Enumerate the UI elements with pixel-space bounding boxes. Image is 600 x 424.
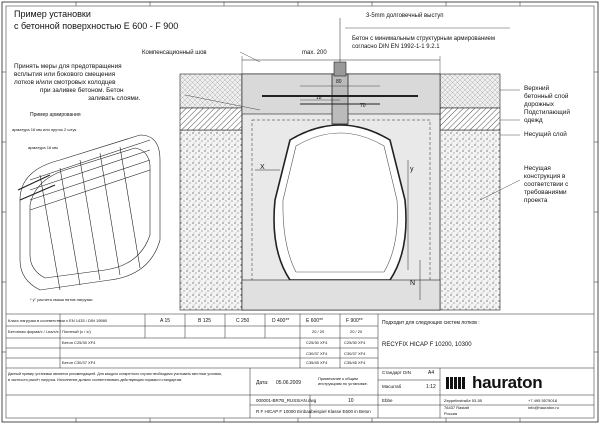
concrete-note-1: Бетон с минимальным структурным армированием — [352, 36, 496, 42]
dim-80: 80 — [336, 79, 342, 85]
date-label: Дата: — [256, 380, 269, 386]
footer-text: R F HICAP F 10000 Einbaubeispiel Klasse E600 in Beton — [256, 409, 371, 414]
company-country: Россия — [444, 411, 458, 416]
class-e600: E 600** — [306, 318, 323, 324]
base-layer-1: Подстилающий — [524, 109, 570, 116]
row1-head: Класс нагрузки в соответствии с EN 1433 / DIN 19580 — [8, 318, 108, 323]
pavement-left — [180, 74, 242, 108]
scale-label: Масштаб — [382, 384, 402, 389]
footnote-2: в частности расчёт нагрузок. Исполнение должно соответствовать действующим нормам и стандартам. — [8, 378, 183, 382]
structure-5: проекта — [524, 197, 548, 204]
title-line-2: с бетонной поверхностью E 600 - F 900 — [14, 21, 179, 31]
dim-n: N — [410, 280, 416, 287]
class-b125: B 125 — [198, 318, 212, 324]
logo-text: hauraton — [472, 373, 543, 392]
measures-line-1: Принять меры для предотвращения — [14, 63, 122, 70]
measures-line-5: заливать слоями. — [88, 95, 141, 102]
reinforcement-example — [18, 135, 160, 290]
class-c250: C 250 — [236, 318, 250, 324]
measures-line-2: всплытия или бокового смещения — [14, 71, 116, 78]
note-label: Примечание к общим инструкциям по установке. — [318, 376, 368, 386]
measures-line-3: лотков и/или смотровых колодцев — [14, 79, 116, 86]
row5-f900: C35/45 XF4 — [344, 360, 366, 365]
dim-70: 70 — [360, 103, 366, 109]
scale-val: 1:12 — [426, 384, 436, 390]
title-line-1: Пример установки — [14, 9, 91, 19]
reinf-callout-1: арматура 16 мм или пруток 2 штук — [12, 127, 77, 132]
max-200-label: max. 200 — [302, 50, 327, 56]
sheet-no: 10 — [348, 398, 354, 404]
row4-f900: C30/37 XF4 — [344, 351, 366, 356]
standard-label: Стандарт DIN — [382, 370, 411, 375]
dim-y: y — [410, 166, 414, 173]
row2-f900: 20 / 20 — [350, 329, 363, 334]
cross-section — [180, 18, 520, 310]
footnote-1: Данный пример установки является рекомендацией. Для каждого конкретного случая необходимо учитывать местные условия, — [8, 372, 222, 376]
concrete-note-2: согласно DIN EN 1992-1-1 9.2.1 — [352, 44, 440, 50]
company-phone: +7 495 5575018 — [528, 398, 558, 403]
reinf-example-label: Пример армирования — [30, 112, 81, 118]
top-layer-2: бетонный слой — [524, 93, 569, 100]
reinf-footnote: * у" расчета смаза пятов нагрузки — [30, 297, 93, 302]
row5-head: Бетон C30/37 XF4 — [62, 360, 96, 365]
class-a15: A 15 — [160, 318, 171, 324]
row4-e600: C30/37 XF4 — [306, 351, 328, 356]
company-address-2: 76437 Rastatt — [444, 405, 469, 410]
suitable-head: Подходит для следующих систем лотков : — [382, 320, 480, 326]
recess-label: 3-5mm долговечный выступ — [366, 13, 444, 19]
structure-3: соответствии с — [524, 181, 569, 188]
drawing-no: 000001-BR7B_RUSSIAN.dwg — [256, 398, 317, 403]
class-d400: D 400** — [272, 318, 290, 324]
hauraton-mark-icon — [446, 374, 468, 392]
structure-4: требованиями — [524, 189, 567, 196]
pavement-right — [440, 74, 500, 108]
row2-head: Бетонная форма/x / l-на/x/x / Плитный (x / x/) — [8, 329, 91, 334]
measures-line-4: при заливке бетоном. Бетон — [40, 87, 124, 94]
row3-f900: C25/30 XF4 — [344, 340, 366, 345]
comp-joint-label: Компенсационный шов — [142, 50, 207, 56]
row2-e600: 20 / 20 — [312, 329, 325, 334]
hauraton-logo — [446, 372, 590, 394]
date-val: 05.06.2009 — [276, 380, 302, 386]
structure-2: конструкция в — [524, 173, 566, 180]
base-layer-2: одежд — [524, 117, 543, 124]
class-f900: F 900** — [346, 318, 363, 324]
row5-e600: C35/45 XF4 — [306, 360, 328, 365]
bearing-layer: Несущий слой — [524, 131, 567, 138]
dim-18: 18 — [316, 95, 322, 101]
top-layer-1: Верхний — [524, 85, 550, 92]
suitable-val: RECYFIX HICAP F 10200, 10300 — [382, 342, 472, 348]
row3-e600: C25/30 XF4 — [306, 340, 328, 345]
page-label: Ebbe — [382, 398, 393, 403]
company-address-1: Zeppelinstraße 53-55 — [444, 398, 483, 403]
top-layer-3: дорожных — [524, 101, 554, 108]
structure-1: Несущая — [524, 165, 551, 172]
row3-head: Бетон C25/30 XF4 — [62, 340, 96, 345]
dim-x: X — [260, 164, 265, 171]
company-email: info@hauraton.ru — [528, 405, 559, 410]
standard-val: A4 — [428, 370, 435, 376]
reinf-callout-2: арматура 16 мм — [28, 145, 58, 150]
